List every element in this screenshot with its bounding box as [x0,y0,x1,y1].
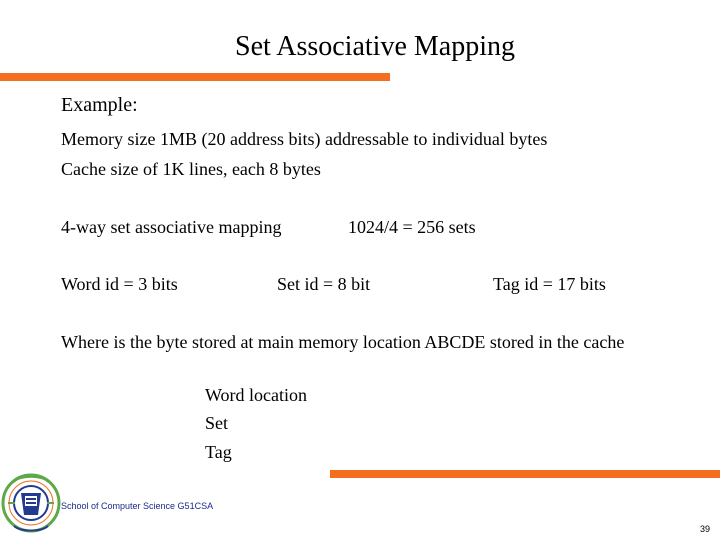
memory-size-text: Memory size 1MB (20 address bits) addressable to individual bytes [61,129,548,149]
tag-id-text: Tag id = 17 bits [493,274,606,294]
footer-text: School of Computer Science G51CSA [61,501,214,511]
word-id-text: Word id = 3 bits [61,274,178,294]
university-crest-icon [1,468,61,538]
example-heading: Example: [61,94,138,116]
question-text: Where is the byte stored at main memory location ABCDE stored in the cache [61,332,625,352]
mapping-type-text: 4-way set associative mapping [61,217,282,237]
tag-location-label: Tag [205,442,232,462]
set-location-label: Set [205,413,229,433]
title-divider [0,73,390,81]
word-location-label: Word location [205,385,308,405]
slide-title: Set Associative Mapping [235,31,515,62]
cache-size-text: Cache size of 1K lines, each 8 bytes [61,159,321,179]
page-number: 39 [699,524,710,534]
set-id-text: Set id = 8 bit [277,274,371,294]
footer-divider [330,470,720,478]
sets-calculation-text: 1024/4 = 256 sets [348,217,476,237]
